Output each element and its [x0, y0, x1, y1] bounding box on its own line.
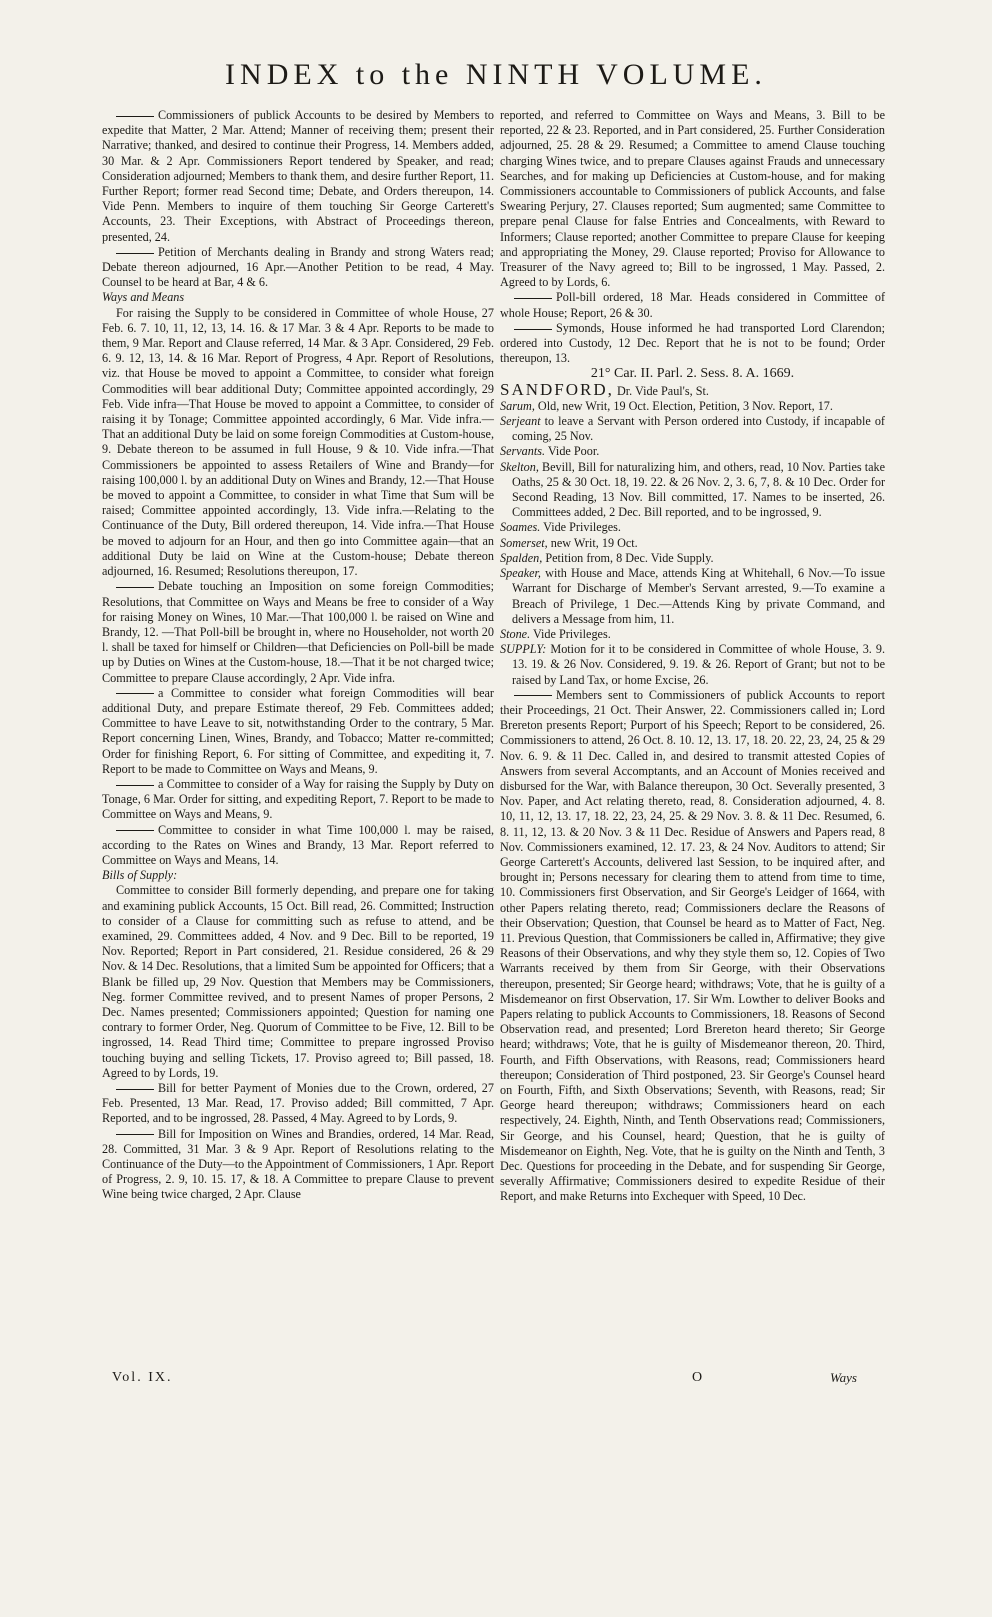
- entry-text: Motion for it to be considered in Committee of whole House, 3. 9. 13. 19. & 26 Nov. Considered, 9. 19. & 26. Report of Grant; but not to be raised by Land Tax, or home Excise, 26.: [512, 642, 885, 687]
- entry-text: Petition from, 8 Dec. Vide Supply.: [542, 550, 714, 565]
- subentry-text: Commissioners of publick Accounts to be desired by Members to expedite that Matter, 2 Mar. Attend; Manner of receiving them; present their Narrative; thanked, and desired to continue their Progress, 14. Members added, 30 Mar. & 2 Apr. Commissioners Report tendered by Speaker, and read; Consideration adjourned; Members to thank them, and desire further Report, 11. Further Report; former read Second time; Debate, and Orders thereupon, 14. Vide Penn. Members to inquire of them touching Sir George Carterett's Accounts, 23. Their Exceptions, with Abstract of Proceedings thereon, presented, 24.: [102, 108, 494, 244]
- entry-headword: Speaker,: [500, 566, 541, 581]
- index-subentry: [102, 1081, 494, 1127]
- repeat-dash: [514, 695, 552, 696]
- index-subentry: [102, 686, 494, 777]
- subentry-text: a Committee to consider what foreign Commodities will bear additional Duty, and prepare Estimate thereof, 29 Feb. Committees added; Committee to have Leave to sit, notwithstanding Order to the contrary, 5 Mar. Report concerning Linen, Wines, Brandy, and Tobacco; Matter re-committed; Order for finishing Report, 6. For sitting of Committee, and expediting it, 7. Report to be made to Committee on Ways and Means, 9.: [102, 685, 494, 776]
- right-column-bottom: [500, 379, 885, 1205]
- entry-headword: Spalden,: [500, 550, 543, 565]
- subentry-text: Bill for better Payment of Monies due to the Crown, ordered, 27 Feb. Presented, 13 Mar. Read, 17. Proviso added; Bill committed, 7 Apr. Reported, and to be ingrossed, 28. Passed, 4 May. Agreed to by Lords, 9.: [102, 1081, 494, 1126]
- index-continuation: reported, and referred to Committee on Ways and Means, 3. Bill to be reported, 22 & 23. Reported, and in Part considered, 25. Further Consideration adjourned, 25. 28 & 29. Resumed; a Committee to amend Clause touching charging Wines twice, and to prepare Clauses against Frauds and unnecessary Searches, and for making up Deficiencies at Custom-house, and for making Commissioners accountable to Commissioners of publick Accounts, and false Swearing Perjury, 27. Clauses reported; Sum augmented; same Committee to prepare penal Clause for false Entries and Concealments, with Reward to Informers; Clause reported; another Committee to prepare Clause for keeping and appropriating the Money, 29. Clause reported; Proviso for Allowance to Treasurer of the Navy agreed to; Bill to be ingrossed, 1 May. Passed, 2. Agreed to by Lords, 6.: [500, 108, 885, 290]
- repeat-dash: [514, 298, 552, 299]
- index-entry: [500, 520, 885, 535]
- subentry-text: Poll-bill ordered, 18 Mar. Heads considered in Committee of whole House; Report, 26 & 30.: [500, 290, 885, 320]
- entry-text: Dr. Vide Paul's, St.: [613, 383, 709, 398]
- repeat-dash: [116, 693, 154, 694]
- left-column: [102, 108, 494, 1203]
- index-entry: [500, 566, 885, 627]
- entry-text: Vide Privileges.: [540, 520, 621, 535]
- entry-headword: Serjeant: [500, 414, 541, 429]
- index-subentry: [102, 1127, 494, 1203]
- index-subentry: [102, 245, 494, 291]
- page-title: INDEX to the NINTH VOLUME.: [225, 58, 767, 91]
- entry-headword: Skelton,: [500, 459, 539, 474]
- subentry-text: Debate touching an Imposition on some foreign Commodities; Resolutions, that Committee on Ways and Means be free to consider of a Way for raising Money on Wines, 10 Mar.—That 100,000 l. be raised on Wine and Brandy, 12. —That Poll-bill be brought in, where no Householder, not worth 20 l. shall be taxed for himself or Children—that Deficiencies on Poll-bill be made up by Duties on Wines at the Custom-house, 18.—That it be not charged twice; Committee to prepare Clause accordingly, 2 Apr. Vide infra.: [102, 579, 494, 685]
- section-heading: Ways and Means: [102, 290, 185, 305]
- index-entry: [500, 536, 885, 551]
- signature-mark: O: [692, 1370, 703, 1385]
- index-subentry: [500, 290, 885, 320]
- subentry-text: Bill for Imposition on Wines and Brandies, ordered, 14 Mar. Read, 28. Committed, 31 Mar. 3 & 9 Apr. Report of Resolutions relating to the Continuance of the Duty—to the Appointment of Commissioners, 1 Apr. Report of Progress, 2. 9, 10. 15. 17, & 18. A Committee to prepare Clause to prevent Wine being twice charged, 2 Apr. Clause: [102, 1126, 494, 1202]
- section-heading: Bills of Supply:: [102, 868, 178, 883]
- index-subentry: [500, 688, 885, 1205]
- entry-text: new Writ, 19 Oct.: [547, 535, 638, 550]
- entry-text: with House and Mace, attends King at Whitehall, 6 Nov.—To issue Warrant for Discharge of Member's Servant arrested, 9.—To examine a Breach of Privilege, 1 Dec.—Attends King by private Command, and delivers a Message from him, 11.: [512, 566, 885, 626]
- index-entry: Committee to consider Bill formerly depending, and prepare one for taking and examining publick Accounts, 15 Oct. Bill read, 26. Committed; Instruction to consider of a Clause for committing such as refuse to attend, and be examined, 29. Committees added, 4 Nov. and 9 Dec. Bill to be reported, 19 Nov. Reported; Report in Part considered, 21. Residue considered, 26 & 29 Nov. & 14 Dec. Resolutions, that a limited Sum be appointed for Officers; that a Blank be filled up, 29 Nov. Question that Members may be Commissioners, Neg. former Committee revived, and to present Names of proper Persons, 2 Dec. Names presented; Commissioners appointed; Question for naming one contrary to former Order, Neg. Quorum of Committee to be Five, 12. Bill to be ingrossed, 14. Read Third time; Committee to prepare ingrossed Proviso touching buying and selling Tickets, 17. Proviso agreed to; Bill passed, 18. Agreed to by Lords, 19.: [102, 883, 494, 1080]
- catchword: Ways: [830, 1370, 857, 1385]
- entry-headword: SUPPLY:: [500, 642, 547, 657]
- repeat-dash: [116, 253, 154, 254]
- entry-text: Vide Privileges.: [530, 626, 611, 641]
- repeat-dash: [116, 1134, 154, 1135]
- index-subentry: [102, 579, 494, 685]
- index-subentry: [500, 321, 885, 367]
- subentry-text: Committee to consider in what Time 100,000 l. may be raised, according to the Rates on Wines and Brandy, 13 Mar. Report referred to Committee on Ways and Means, 14.: [102, 822, 494, 867]
- index-entry: [500, 414, 885, 444]
- subentry-text: Symonds, House informed he had transported Lord Clarendon; ordered into Custody, 12 Dec. Report that he is not to be found; Order thereupon, 13.: [500, 320, 885, 366]
- right-column: [500, 108, 885, 1205]
- subentry-text: Members sent to Commissioners of publick Accounts to report their Proceedings, 21 Oct. Their Answer, 22. Commissioners called in; Lord Brereton presents Report; Purport of his Speech; Report to be considered, 26. Commissioners to attend, 26 Oct. 8. 10. 12, 13. 17, 18. 20. 22, 23, 24, 25 & 29 Nov. 6. 9. & 11 Dec. Called in, and desired to transmit attested Copies of Answers from several Accomptants, and an Account of Monies received and disbursed for the War, with Balance thereupon, 30 Oct. Severally presented, 3 Nov. Paper, and Act relating thereto, read, 8. Consideration adjourned, 4. 8. 10, 11, 12, 13. 17, 18. 22, 23, 24, 25. & 29 Nov. 3. 8. & 11 Dec. Resumed, 6. 8. 11, 12, 13. & 20 Nov. 3 & 11 Dec. Residue of Answers and Papers read, 8 Nov. Commissioners examined, 12. 17. 23, & 24 Nov. Auditors to attend; Sir George Carterett's Accounts, delivered last Session, to be inquired after, and brought in; Persons necessary for clearing them to attend from time to time, 10. Commissioners first Observation, and Sir George's Leidger of 1664, with other Papers relating thereto, read; Commissioners declare the Reasons of their Observation; Question, that Counsel be heard as to Matter of Fact, Neg. 11. Previous Question, that Commissioners be called in, Affirmative; they give Reasons of their Observations, and why they style them so, 12. Copies of Two Warrants received by them from Sir George, with their Observations thereupon, presented; Sir George heard; withdraws; Vote, that he is guilty of a Misdemeanor on first Observation, 17. Sir Wm. Lowther to deliver Books and Papers relating to publick Accounts to Commissioners, 18. Reasons of Second Observation read, and presented; Lord Brereton heard thereto; Sir George heard; withdraws; Vote, that he is guilty of Misdemeanor thereon, 20. Third, Fourth, and Fifth Observations, with Reasons, read; Commissioners heard thereupon; Consideration of Third postponed, 23. Sir George's Counsel heard on Fourth, Fifth, and Sixth Observations; Seventh, with Reasons, read; Sir George heard thereupon; withdraws; Commissioners heard on each respectively, 24. Eighth, Ninth, and Tenth Observations read; Commissioners, Sir George, and his Counsel, heard; Question, that he is guilty of Misdemeanor on Eighth, Neg. Vote, that he is guilty on the Ninth and Tenth, 3 Dec. Questions for proceeding in the Debate, and for suspending Sir George, severally Affirmative; Commissioners desired to expedite Residue of their Report, and make Returns into Exchequer with Speed, 10 Dec.: [500, 687, 885, 1204]
- repeat-dash: [116, 587, 154, 588]
- index-subentry: [102, 823, 494, 869]
- index-entry: [500, 444, 885, 459]
- right-column-top: [500, 108, 885, 366]
- repeat-dash: [116, 116, 154, 117]
- entry-headword: Stone.: [500, 626, 531, 641]
- index-entry: [500, 460, 885, 521]
- repeat-dash: [514, 329, 552, 330]
- entry-text: Old, new Writ, 19 Oct. Election, Petition, 3 Nov. Report, 17.: [534, 398, 833, 413]
- entry-headword: Servants.: [500, 444, 546, 459]
- repeat-dash: [116, 1089, 154, 1090]
- volume-footer: Vol. IX.: [112, 1370, 173, 1385]
- subentry-text: a Committee to consider of a Way for raising the Supply by Duty on Tonage, 6 Mar. Order for sitting, and expediting Report, 7. Report to be made to Committee on Ways and Means, 9.: [102, 776, 494, 822]
- index-entry: [500, 627, 885, 642]
- index-entry: [500, 399, 885, 414]
- entry-headword: Somerset,: [500, 535, 548, 550]
- index-subentry: [102, 108, 494, 245]
- entry-text: Bevill, Bill for naturalizing him, and others, read, 10 Nov. Parties take Oaths, 25 & 30 Oct. 18, 19. 22. & 26 Nov. 2, 3. 6, 7, 8. & 10 Dec. Order for Second Reading, 13 Nov. Bill committed, 17. Names to be inserted, 26. Committees added, 2 Dec. Bill reported, and to be ingrossed, 9.: [512, 459, 885, 520]
- repeat-dash: [116, 785, 154, 786]
- index-entry: [500, 379, 885, 399]
- repeat-dash: [116, 830, 154, 831]
- session-heading: 21° Car. II. Parl. 2. Sess. 8. A. 1669.: [590, 366, 795, 382]
- index-subentry: [102, 777, 494, 823]
- entry-text: Vide Poor.: [545, 444, 600, 459]
- subentry-text: Petition of Merchants dealing in Brandy and strong Waters read; Debate thereon adjourned, 16 Apr.—Another Petition to be read, 4 May. Counsel to be heard at Bar, 4 & 6.: [102, 244, 494, 290]
- index-entry: [500, 642, 885, 688]
- entry-headword: Sarum,: [500, 398, 535, 413]
- entry-headword: Soames.: [500, 520, 541, 535]
- index-entry: For raising the Supply to be considered in Committee of whole House, 27 Feb. 6. 7. 10, 11, 12, 13, 14. 16. & 17 Mar. 3 & 4 Apr. Reports to be made to them, 9 Mar. Report and Clause referred, 14 Mar. & 3 Apr. Considered, 29 Feb. 6. 9. 12, 13, 14. & 16 Mar. Report of Progress, 4 Apr. Report of Resolutions, viz. that House be moved to appoint a Committee, to consider what foreign Commodities will bear additional Duty; Committee appointed accordingly, 29 Feb. Vide infra—That House be moved to appoint a Committee, to consider of raising it by Tonage; Committee appointed accordingly, 6 Mar. Vide infra.—That an additional Duty be laid on some foreign Commodities at Custom-house, 9. Debate thereon to be assumed in full House, 9 & 10. Vide infra.—That Commissioners be appointed to assess Retailers of Wine and Brandy—for raising 100,000 l. by an additional Duty on Wines and Brandy, 12.—That House be moved to appoint a Committee, to consider in what Time that Sum will be raised; Committee appointed accordingly, 13. Vide infra.—Relating to the Continuance of the Duty, Bill ordered thereupon, 14. Vide infra.—That House be moved to adjourn for an Hour, and then go into Committee again—that an additional Duty be laid on Wine at the Custom-house; Debate thereon adjourned, 16. Resumed; Resolutions thereupon, 17.: [102, 305, 494, 579]
- index-entry: [500, 551, 885, 566]
- entry-text: to leave a Servant with Person ordered into Custody, if incapable of coming, 25 Nov.: [512, 414, 885, 444]
- entry-headword: SANDFORD,: [500, 379, 614, 399]
